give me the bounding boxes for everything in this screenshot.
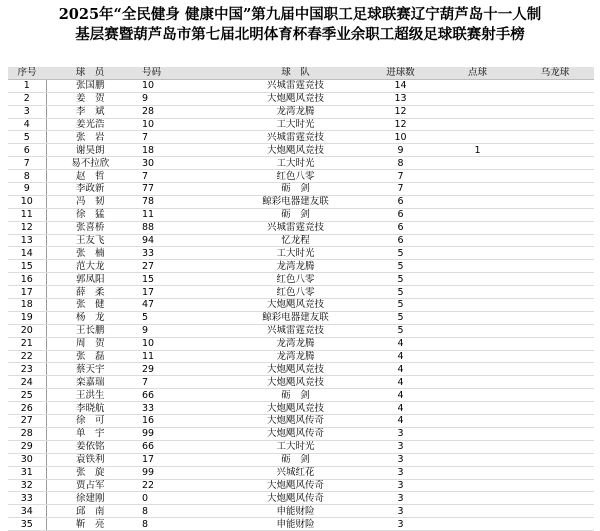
penalties-cell (439, 376, 516, 389)
team-cell: 兴城雷霆竞技 (229, 324, 362, 337)
goals-cell: 10 (362, 131, 439, 144)
penalties-cell (439, 299, 516, 312)
player-name-cell: 靳 亮 (46, 518, 134, 531)
own-goals-cell (516, 131, 594, 144)
header-penalties: 点球 (439, 67, 516, 79)
table-row (8, 427, 594, 440)
own-goals-cell (516, 273, 594, 286)
rank-cell: 1 (8, 79, 46, 92)
player-name-cell: 范大龙 (46, 260, 134, 273)
penalties-cell (439, 466, 516, 479)
table-row (8, 389, 594, 402)
table-row (8, 157, 594, 170)
player-name-cell: 单 宇 (46, 427, 134, 440)
jersey-number-cell: 99 (134, 427, 229, 440)
penalties-cell (439, 415, 516, 428)
team-cell: 鲸彩电器建友联 (229, 195, 362, 208)
team-cell: 大炮飓风传奇 (229, 479, 362, 492)
penalties-cell (439, 92, 516, 105)
team-cell: 大炮飓风传奇 (229, 427, 362, 440)
goals-cell: 3 (362, 453, 439, 466)
jersey-number-cell: 77 (134, 183, 229, 196)
header-goals: 进球数 (362, 67, 439, 79)
penalties-cell (439, 324, 516, 337)
table-row (8, 273, 594, 286)
table-row (8, 324, 594, 337)
penalties-cell (439, 402, 516, 415)
rank-cell: 20 (8, 324, 46, 337)
player-name-cell: 蔡天宇 (46, 363, 134, 376)
own-goals-cell (516, 492, 594, 505)
own-goals-cell (516, 389, 594, 402)
penalties-cell (439, 131, 516, 144)
own-goals-cell (516, 363, 594, 376)
jersey-number-cell: 10 (134, 337, 229, 350)
team-cell: 兴城红花 (229, 466, 362, 479)
rank-cell: 29 (8, 440, 46, 453)
player-name-cell: 姜 贺 (46, 92, 134, 105)
goals-cell: 9 (362, 144, 439, 157)
goals-cell: 12 (362, 118, 439, 131)
own-goals-cell (516, 299, 594, 312)
rank-cell: 31 (8, 466, 46, 479)
own-goals-cell (516, 376, 594, 389)
own-goals-cell (516, 311, 594, 324)
player-name-cell: 邱 南 (46, 505, 134, 518)
jersey-number-cell: 66 (134, 389, 229, 402)
team-cell: 大炮飓风竞技 (229, 92, 362, 105)
penalties-cell (439, 195, 516, 208)
table-row (8, 440, 594, 453)
jersey-number-cell: 8 (134, 518, 229, 531)
team-cell: 红色八零 (229, 273, 362, 286)
table-row (8, 376, 594, 389)
goals-cell: 7 (362, 170, 439, 183)
table-row (8, 286, 594, 299)
goals-cell: 3 (362, 479, 439, 492)
rank-cell: 25 (8, 389, 46, 402)
team-cell: 兴城雷霆竞技 (229, 221, 362, 234)
own-goals-cell (516, 208, 594, 221)
penalties-cell (439, 221, 516, 234)
penalties-cell (439, 260, 516, 273)
penalties-cell (439, 518, 516, 531)
own-goals-cell (516, 466, 594, 479)
team-cell: 大炮飓风竞技 (229, 363, 362, 376)
rank-cell: 9 (8, 183, 46, 196)
rank-cell: 6 (8, 144, 46, 157)
goals-cell: 3 (362, 427, 439, 440)
goals-cell: 6 (362, 208, 439, 221)
team-cell: 龙湾龙腾 (229, 337, 362, 350)
jersey-number-cell: 5 (134, 311, 229, 324)
table-row (8, 208, 594, 221)
rank-cell: 3 (8, 105, 46, 118)
player-name-cell: 张 磊 (46, 350, 134, 363)
penalties-cell (439, 492, 516, 505)
jersey-number-cell: 15 (134, 273, 229, 286)
goals-cell: 5 (362, 311, 439, 324)
player-name-cell: 薛 柔 (46, 286, 134, 299)
rank-cell: 27 (8, 415, 46, 428)
goals-cell: 8 (362, 157, 439, 170)
player-name-cell: 张 旋 (46, 466, 134, 479)
team-cell: 大炮飓风传奇 (229, 415, 362, 428)
title-line-2: 基层赛暨葫芦岛市第七届北明体育杯春季业余职工超级足球联赛射手榜 (75, 26, 525, 43)
jersey-number-cell: 10 (134, 118, 229, 131)
goals-cell: 5 (362, 286, 439, 299)
rank-cell: 10 (8, 195, 46, 208)
table-row (8, 479, 594, 492)
player-name-cell: 张 健 (46, 299, 134, 312)
table-row (8, 518, 594, 531)
own-goals-cell (516, 105, 594, 118)
own-goals-cell (516, 440, 594, 453)
team-cell: 工大时光 (229, 118, 362, 131)
penalties-cell (439, 453, 516, 466)
goals-cell: 13 (362, 92, 439, 105)
own-goals-cell (516, 402, 594, 415)
table-row (8, 260, 594, 273)
player-name-cell: 王洪生 (46, 389, 134, 402)
rank-cell: 23 (8, 363, 46, 376)
own-goals-cell (516, 170, 594, 183)
player-name-cell: 张喜桥 (46, 221, 134, 234)
rank-cell: 26 (8, 402, 46, 415)
header-number: 号码 (134, 67, 229, 79)
goals-cell: 4 (362, 363, 439, 376)
team-cell: 砺 剑 (229, 453, 362, 466)
own-goals-cell (516, 118, 594, 131)
player-name-cell: 姜依铭 (46, 440, 134, 453)
table-row (8, 144, 594, 157)
jersey-number-cell: 66 (134, 440, 229, 453)
penalties-cell (439, 234, 516, 247)
team-cell: 大炮飓风竞技 (229, 299, 362, 312)
jersey-number-cell: 47 (134, 299, 229, 312)
goals-cell: 4 (362, 376, 439, 389)
team-cell: 砺 剑 (229, 208, 362, 221)
jersey-number-cell: 29 (134, 363, 229, 376)
jersey-number-cell: 8 (134, 505, 229, 518)
jersey-number-cell: 11 (134, 350, 229, 363)
player-name-cell: 徐建刚 (46, 492, 134, 505)
goals-cell: 4 (362, 350, 439, 363)
player-name-cell: 冯 韧 (46, 195, 134, 208)
jersey-number-cell: 10 (134, 79, 229, 92)
own-goals-cell (516, 183, 594, 196)
table-row (8, 105, 594, 118)
rank-cell: 33 (8, 492, 46, 505)
scorer-table (8, 67, 594, 531)
own-goals-cell (516, 247, 594, 260)
team-cell: 龙湾龙腾 (229, 105, 362, 118)
team-cell: 工大时光 (229, 157, 362, 170)
jersey-number-cell: 0 (134, 492, 229, 505)
team-cell: 砺 剑 (229, 389, 362, 402)
penalties-cell (439, 208, 516, 221)
team-cell: 红色八零 (229, 286, 362, 299)
own-goals-cell (516, 350, 594, 363)
goals-cell: 5 (362, 299, 439, 312)
table-row (8, 337, 594, 350)
player-name-cell: 徐 猛 (46, 208, 134, 221)
own-goals-cell (516, 92, 594, 105)
penalties-cell (439, 105, 516, 118)
rank-cell: 34 (8, 505, 46, 518)
team-cell: 忆龙程 (229, 234, 362, 247)
goals-cell: 6 (362, 221, 439, 234)
goals-cell: 4 (362, 415, 439, 428)
goals-cell: 6 (362, 234, 439, 247)
jersey-number-cell: 7 (134, 170, 229, 183)
rank-cell: 16 (8, 273, 46, 286)
goals-cell: 5 (362, 324, 439, 337)
jersey-number-cell: 18 (134, 144, 229, 157)
table-row (8, 466, 594, 479)
penalties-cell: 1 (439, 144, 516, 157)
team-cell: 大炮飓风竞技 (229, 402, 362, 415)
team-cell: 申能财险 (229, 518, 362, 531)
own-goals-cell (516, 286, 594, 299)
penalties-cell (439, 79, 516, 92)
goals-cell: 3 (362, 466, 439, 479)
goals-cell: 7 (362, 183, 439, 196)
goals-cell: 3 (362, 492, 439, 505)
player-name-cell: 易不拉欣 (46, 157, 134, 170)
goals-cell: 4 (362, 389, 439, 402)
team-cell: 红色八零 (229, 170, 362, 183)
jersey-number-cell: 11 (134, 208, 229, 221)
table-row (8, 79, 594, 92)
own-goals-cell (516, 79, 594, 92)
penalties-cell (439, 273, 516, 286)
penalties-cell (439, 337, 516, 350)
rank-cell: 7 (8, 157, 46, 170)
player-name-cell: 袁铁利 (46, 453, 134, 466)
jersey-number-cell: 17 (134, 453, 229, 466)
team-cell: 大炮飓风传奇 (229, 492, 362, 505)
rank-cell: 19 (8, 311, 46, 324)
rank-cell: 28 (8, 427, 46, 440)
table-row (8, 363, 594, 376)
own-goals-cell (516, 324, 594, 337)
team-cell: 龙湾龙腾 (229, 260, 362, 273)
team-cell: 兴城雷霆竞技 (229, 79, 362, 92)
rank-cell: 30 (8, 453, 46, 466)
penalties-cell (439, 440, 516, 453)
own-goals-cell (516, 157, 594, 170)
rank-cell: 35 (8, 518, 46, 531)
jersey-number-cell: 7 (134, 376, 229, 389)
player-name-cell: 姜光浩 (46, 118, 134, 131)
player-name-cell: 杨 龙 (46, 311, 134, 324)
jersey-number-cell: 30 (134, 157, 229, 170)
rank-cell: 21 (8, 337, 46, 350)
table-row (8, 195, 594, 208)
table-row (8, 350, 594, 363)
goals-cell: 4 (362, 402, 439, 415)
goals-cell: 5 (362, 260, 439, 273)
title-line-1: 2025年“全民健身 健康中国”第九届中国职工足球联赛辽宁葫芦岛十一人制 (58, 6, 542, 23)
jersey-number-cell: 94 (134, 234, 229, 247)
rank-cell: 32 (8, 479, 46, 492)
header-rank: 序号 (8, 67, 46, 79)
table-row (8, 183, 594, 196)
page-title (0, 0, 600, 60)
team-cell: 砺 剑 (229, 183, 362, 196)
own-goals-cell (516, 144, 594, 157)
penalties-cell (439, 389, 516, 402)
jersey-number-cell: 27 (134, 260, 229, 273)
header-player: 球 员 (46, 67, 134, 79)
table-row (8, 131, 594, 144)
penalties-cell (439, 350, 516, 363)
penalties-cell (439, 311, 516, 324)
player-name-cell: 张 楠 (46, 247, 134, 260)
team-cell: 龙湾龙腾 (229, 350, 362, 363)
jersey-number-cell: 33 (134, 247, 229, 260)
jersey-number-cell: 17 (134, 286, 229, 299)
table-row (8, 453, 594, 466)
own-goals-cell (516, 415, 594, 428)
rank-cell: 14 (8, 247, 46, 260)
player-name-cell: 李 斌 (46, 105, 134, 118)
own-goals-cell (516, 260, 594, 273)
table-row (8, 92, 594, 105)
table-row (8, 299, 594, 312)
jersey-number-cell: 9 (134, 324, 229, 337)
player-name-cell: 贾占军 (46, 479, 134, 492)
goals-cell: 14 (362, 79, 439, 92)
goals-cell: 6 (362, 195, 439, 208)
header-own-goals: 乌龙球 (516, 67, 594, 79)
table-row (8, 492, 594, 505)
penalties-cell (439, 247, 516, 260)
jersey-number-cell: 88 (134, 221, 229, 234)
table-row (8, 221, 594, 234)
penalties-cell (439, 157, 516, 170)
rank-cell: 12 (8, 221, 46, 234)
goals-cell: 3 (362, 505, 439, 518)
penalties-cell (439, 505, 516, 518)
rank-cell: 2 (8, 92, 46, 105)
rank-cell: 24 (8, 376, 46, 389)
player-name-cell: 赵 哲 (46, 170, 134, 183)
goals-cell: 5 (362, 247, 439, 260)
rank-cell: 11 (8, 208, 46, 221)
table-row (8, 247, 594, 260)
goals-cell: 4 (362, 337, 439, 350)
own-goals-cell (516, 337, 594, 350)
table-row (8, 234, 594, 247)
player-name-cell: 栾嘉瑞 (46, 376, 134, 389)
jersey-number-cell: 16 (134, 415, 229, 428)
own-goals-cell (516, 505, 594, 518)
rank-cell: 15 (8, 260, 46, 273)
rank-cell: 18 (8, 299, 46, 312)
team-cell: 鲸彩电器建友联 (229, 311, 362, 324)
jersey-number-cell: 7 (134, 131, 229, 144)
team-cell: 工大时光 (229, 247, 362, 260)
rank-cell: 4 (8, 118, 46, 131)
team-cell: 兴城雷霆竞技 (229, 131, 362, 144)
rank-cell: 5 (8, 131, 46, 144)
penalties-cell (439, 363, 516, 376)
table-row (8, 170, 594, 183)
jersey-number-cell: 99 (134, 466, 229, 479)
own-goals-cell (516, 479, 594, 492)
goals-cell: 5 (362, 273, 439, 286)
rank-cell: 22 (8, 350, 46, 363)
team-cell: 申能财险 (229, 505, 362, 518)
own-goals-cell (516, 518, 594, 531)
own-goals-cell (516, 234, 594, 247)
own-goals-cell (516, 195, 594, 208)
player-name-cell: 张国鹏 (46, 79, 134, 92)
jersey-number-cell: 33 (134, 402, 229, 415)
penalties-cell (439, 183, 516, 196)
player-name-cell: 周 贺 (46, 337, 134, 350)
table-row (8, 311, 594, 324)
table-row (8, 505, 594, 518)
penalties-cell (439, 170, 516, 183)
header-team: 球 队 (229, 67, 362, 79)
player-name-cell: 张 岩 (46, 131, 134, 144)
player-name-cell: 王长鹏 (46, 324, 134, 337)
table-row (8, 402, 594, 415)
own-goals-cell (516, 221, 594, 234)
player-name-cell: 李晓航 (46, 402, 134, 415)
player-name-cell: 李政新 (46, 183, 134, 196)
goals-cell: 12 (362, 105, 439, 118)
rank-cell: 13 (8, 234, 46, 247)
penalties-cell (439, 479, 516, 492)
player-name-cell: 郭凤阳 (46, 273, 134, 286)
penalties-cell (439, 118, 516, 131)
table-body (8, 67, 594, 531)
goals-cell: 3 (362, 440, 439, 453)
jersey-number-cell: 9 (134, 92, 229, 105)
own-goals-cell (516, 453, 594, 466)
penalties-cell (439, 427, 516, 440)
table-row (8, 118, 594, 131)
rank-cell: 8 (8, 170, 46, 183)
player-name-cell: 王友飞 (46, 234, 134, 247)
team-cell: 大炮飓风竞技 (229, 144, 362, 157)
jersey-number-cell: 78 (134, 195, 229, 208)
jersey-number-cell: 28 (134, 105, 229, 118)
own-goals-cell (516, 427, 594, 440)
jersey-number-cell: 22 (134, 479, 229, 492)
table-row (8, 415, 594, 428)
team-cell: 工大时光 (229, 440, 362, 453)
team-cell: 大炮飓风竞技 (229, 376, 362, 389)
player-name-cell: 徐 可 (46, 415, 134, 428)
goals-cell: 3 (362, 518, 439, 531)
rank-cell: 17 (8, 286, 46, 299)
penalties-cell (439, 286, 516, 299)
player-name-cell: 谢昊朗 (46, 144, 134, 157)
table-header-row (8, 67, 594, 79)
